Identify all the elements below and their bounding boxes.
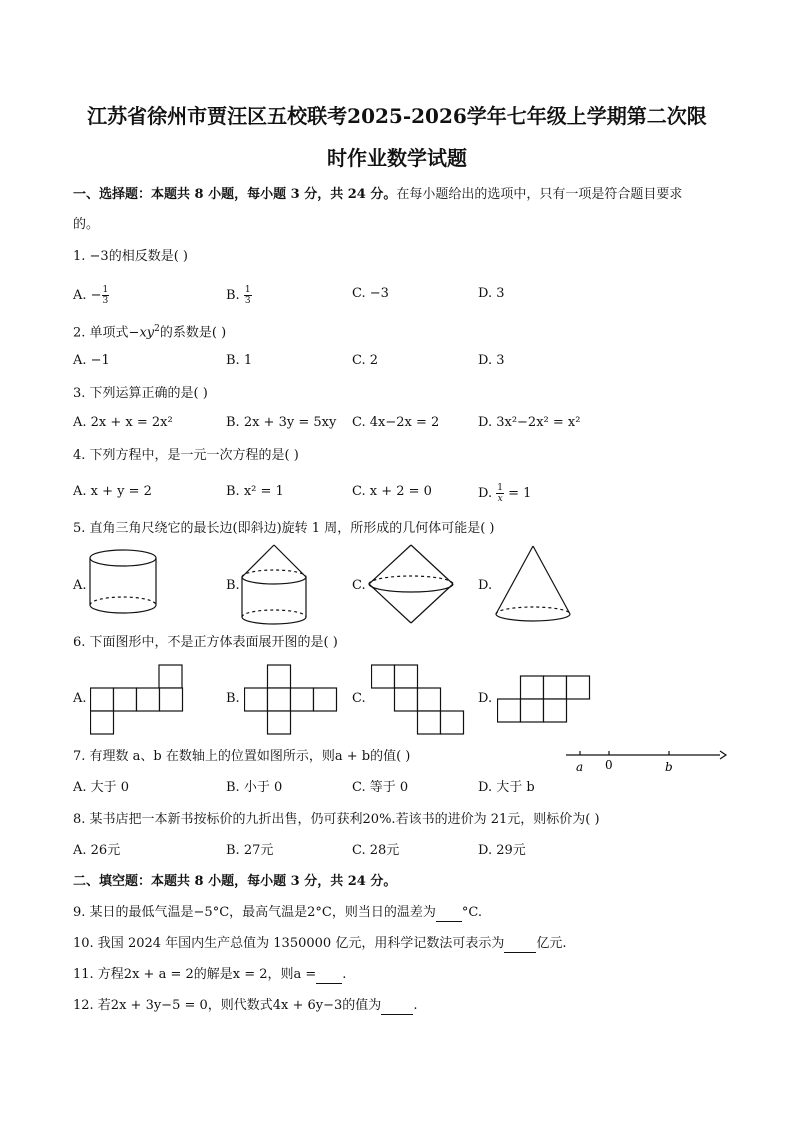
q6-stem: 6. 下面图形中，不是正方体表面展开图的是( ) (73, 635, 338, 650)
section1-header (73, 186, 682, 204)
q8-stem: 8. 某书店把一本新书按标价的九折出售，仍可获利20%.若该书的进价为 21元，则标价为( ) (73, 812, 600, 827)
q2-stem (73, 320, 226, 342)
q9-answer-blank (436, 909, 462, 922)
number-line-figure (562, 744, 728, 774)
axis-label-b: b (665, 760, 673, 774)
q1-b-numerator: 1 (244, 285, 251, 295)
q2-option-a: A. −1 (73, 353, 110, 368)
q9-text: 9. 某日的最低气温是−5°C，最高气温是2°C，则当日的温差为 (73, 905, 436, 920)
q4-option-c: C. x + 2 = 0 (352, 484, 432, 499)
q3-option-b: B. 2x + 3y = 5xy (226, 415, 337, 430)
q3-option-a: A. 2x + x = 2x² (73, 415, 173, 430)
q1-option-c: C. −3 (352, 286, 389, 301)
q1-option-a-fraction (102, 285, 110, 306)
q2-stem-pre: 2. 单项式 (73, 325, 129, 341)
q4-option-a: A. x + y = 2 (73, 484, 152, 499)
cube-net-b (244, 664, 340, 736)
q1-option-a (73, 285, 109, 306)
q7-option-a: A. 大于 0 (73, 780, 130, 795)
q12-answer-blank (381, 1002, 413, 1015)
section2-header (73, 873, 396, 891)
cube-net-d (497, 675, 593, 725)
q8-option-a: A. 26元 (73, 843, 121, 858)
double-cone-figure (366, 543, 456, 627)
q6-option-d-label: D. (478, 691, 493, 706)
q2-option-d: D. 3 (478, 353, 505, 368)
section1-tail: 的。 (73, 217, 100, 232)
cylinder-figure (86, 548, 164, 618)
q1-b-denominator: 3 (244, 296, 251, 306)
cone-on-cylinder-figure (238, 543, 312, 627)
section1-instructions: 在每小题给出的选项中，只有一项是符合题目要求 (396, 187, 683, 202)
q1-option-b-label: B. (226, 288, 244, 303)
q1-stem: 1. −3的相反数是( ) (73, 249, 188, 264)
q10 (73, 935, 566, 953)
q2-stem-exp: 2 (154, 324, 160, 334)
q1-option-b (226, 285, 252, 306)
q4-d-denominator: x (497, 494, 503, 504)
q3-stem: 3. 下列运算正确的是( ) (73, 386, 208, 401)
q12-text: 12. 若2x + 3y−5 = 0，则代数式4x + 6y−3的值为 (73, 998, 382, 1013)
q6-option-a-label: A. (73, 691, 87, 706)
q5-option-a-label: A. (73, 578, 87, 593)
q6-option-b-label: B. (226, 691, 240, 706)
q4-d-numerator: 1 (497, 483, 503, 493)
q4-option-b: B. x² = 1 (226, 484, 284, 499)
q12 (73, 997, 417, 1015)
q8-option-b: B. 27元 (226, 843, 274, 858)
q11-text: 11. 方程2x + a = 2的解是x = 2，则a = (73, 967, 317, 982)
q4-stem: 4. 下列方程中，是一元一次方程的是( ) (73, 448, 299, 463)
q5-option-d-label: D. (478, 578, 493, 593)
q1-option-b-fraction (244, 285, 252, 306)
q10-answer-blank (504, 940, 536, 953)
q10-unit: 亿元. (536, 936, 567, 951)
q7-option-b: B. 小于 0 (226, 780, 283, 795)
q1-a-denominator: 3 (102, 296, 109, 306)
q7-stem: 7. 有理数 a、b 在数轴上的位置如图所示，则a + b的值( ) (73, 749, 411, 764)
q3-option-d: D. 3x²−2x² = x² (478, 415, 581, 430)
q2-stem-post: 的系数是( ) (159, 325, 227, 341)
q1-option-d: D. 3 (478, 286, 505, 301)
cube-net-c (371, 664, 467, 736)
q8-option-d: D. 29元 (478, 843, 526, 858)
q9-unit: °C. (461, 905, 482, 920)
q10-text: 10. 我国 2024 年国内生产总值为 1350000 亿元，用科学记数法可表示为 (73, 936, 505, 951)
axis-label-zero: 0 (605, 758, 613, 772)
q11-end: . (342, 967, 347, 982)
q2-option-b: B. 1 (226, 353, 253, 368)
section2-label: 二、填空题：本题共 8 小题，每小题 3 分，共 24 分。 (73, 874, 397, 889)
cube-net-a (90, 664, 186, 736)
q3-option-c: C. 4x−2x = 2 (352, 415, 440, 430)
q5-stem: 5. 直角三角尺绕它的最长边(即斜边)旋转 1 周，所形成的几何体可能是( ) (73, 521, 495, 536)
q4-option-d-label: D. (478, 486, 497, 501)
q5-option-b-label: B. (226, 578, 240, 593)
q7-option-d: D. 大于 b (478, 780, 535, 795)
q12-end: . (413, 998, 418, 1013)
q6-option-c-label: C. (352, 691, 366, 706)
q1-option-a-label: A. − (73, 288, 102, 303)
q4-option-d (478, 483, 531, 504)
q2-stem-expr: −xy (128, 325, 155, 341)
exam-title-line2: 时作业数学试题 (327, 146, 467, 170)
q8-option-c: C. 28元 (352, 843, 400, 858)
axis-label-a: a (576, 760, 584, 774)
q9 (73, 904, 482, 922)
q7-option-c: C. 等于 0 (352, 780, 409, 795)
section1-label: 一、选择题：本题共 8 小题，每小题 3 分，共 24 分。 (73, 187, 397, 202)
q1-a-numerator: 1 (102, 285, 109, 295)
exam-title-line1: 江苏省徐州市贾汪区五校联考2025-2026学年七年级上学期第二次限 (87, 104, 707, 128)
q5-option-c-label: C. (352, 578, 366, 593)
q11-answer-blank (316, 971, 342, 984)
q2-option-c: C. 2 (352, 353, 379, 368)
q4-option-d-rhs: = 1 (503, 486, 532, 501)
q11 (73, 966, 346, 984)
cone-figure (492, 543, 574, 627)
q4-option-d-fraction (496, 483, 504, 504)
